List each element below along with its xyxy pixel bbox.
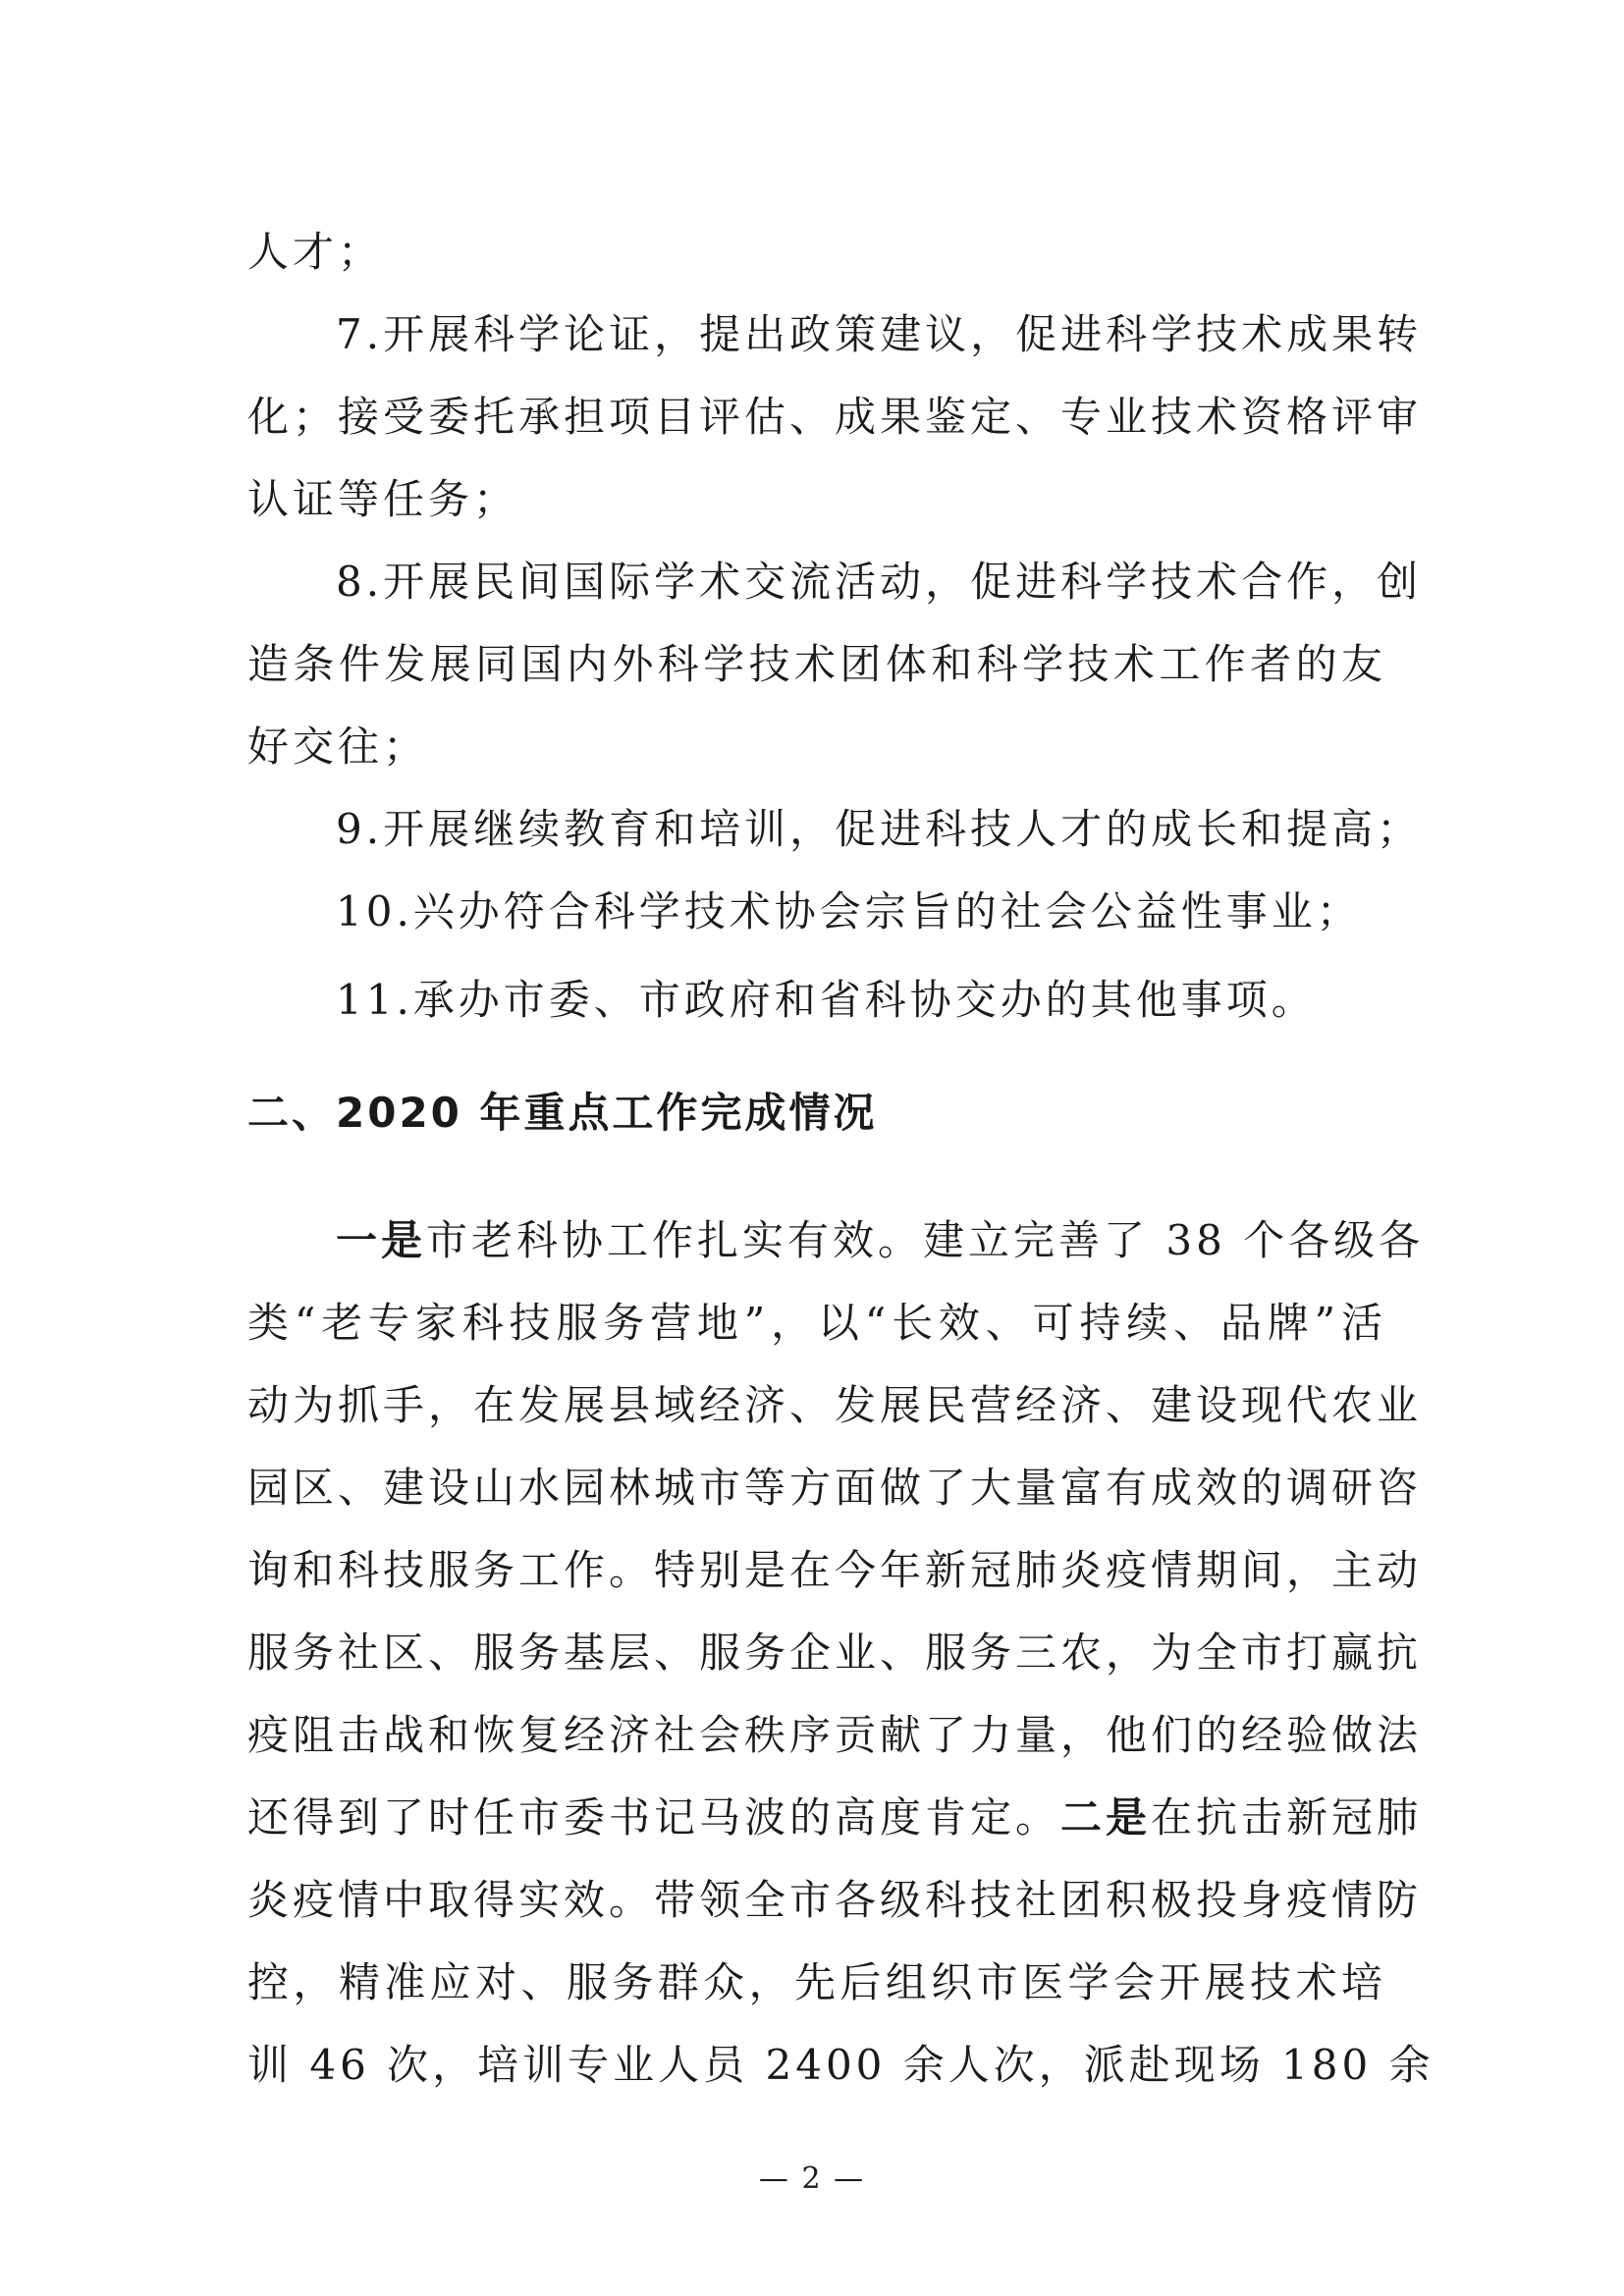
paragraph-line: 园区、建设山水园林城市等方面做了大量富有成效的调研咨 (247, 1464, 1423, 1512)
list-line: 化；接受委托承担项目评估、成果鉴定、专业技术资格评审 (247, 393, 1423, 441)
paragraph-line: 炎疫情中取得实效。带领全市各级科技社团积极投身疫情防 (247, 1876, 1423, 1924)
paragraph-text: 还得到了时任市委书记马波的高度肯定。 (247, 1793, 1061, 1842)
list-item-9: 9.开展继续教育和培训，促进科技人才的成长和提高； (336, 805, 1423, 853)
bold-marker-first: 一是 (336, 1216, 427, 1264)
list-line: 人才； (247, 228, 384, 276)
list-line: 认证等任务； (247, 475, 519, 523)
paragraph-line: 动为抓手，在发展县域经济、发展民营经济、建设现代农业 (247, 1381, 1423, 1429)
paragraph-line: 控，精准应对、服务群众，先后组织市医学会开展技术培 (247, 1958, 1386, 2006)
list-item-8: 8.开展民间国际学术交流活动，促进科学技术合作，创 (336, 558, 1423, 606)
paragraph-text: 市老科协工作扎实有效。建立完善了 38 个各级各 (426, 1216, 1425, 1264)
list-line: 造条件发展同国内外科学技术团体和科学技术工作者的友 (247, 640, 1386, 688)
paragraph-line: 类“老专家科技服务营地”，以“长效、可持续、品牌”活 (247, 1299, 1386, 1347)
paragraph-line: 训 46 次，培训专业人员 2400 余人次，派赴现场 180 余 (247, 2041, 1435, 2089)
paragraph-line (336, 1198, 1424, 1284)
list-item-11: 11.承办市委、市政府和省科协交办的其他事项。 (336, 976, 1317, 1024)
paragraph-line: 询和科技服务工作。特别是在今年新冠肺炎疫情期间，主动 (247, 1546, 1423, 1594)
bold-marker-second: 二是 (1060, 1793, 1152, 1842)
list-item-7: 7.开展科学论证，提出政策建议，促进科学技术成果转 (336, 310, 1423, 358)
list-item-10: 10.兴办符合科学技术协会宗旨的社会公益性事业； (336, 887, 1362, 935)
paragraph-line (247, 1775, 1422, 1861)
page-number: — 2 — (758, 2162, 866, 2196)
paragraph-line: 疫阻击战和恢复经济社会秩序贡献了力量，他们的经验做法 (247, 1711, 1423, 1759)
paragraph-line: 服务社区、服务基层、服务企业、服务三农，为全市打赢抗 (247, 1629, 1423, 1677)
list-line: 好交往； (247, 722, 429, 771)
paragraph-text: 在抗击新冠肺 (1151, 1793, 1423, 1842)
section-heading: 二、2020 年重点工作完成情况 (247, 1089, 878, 1137)
